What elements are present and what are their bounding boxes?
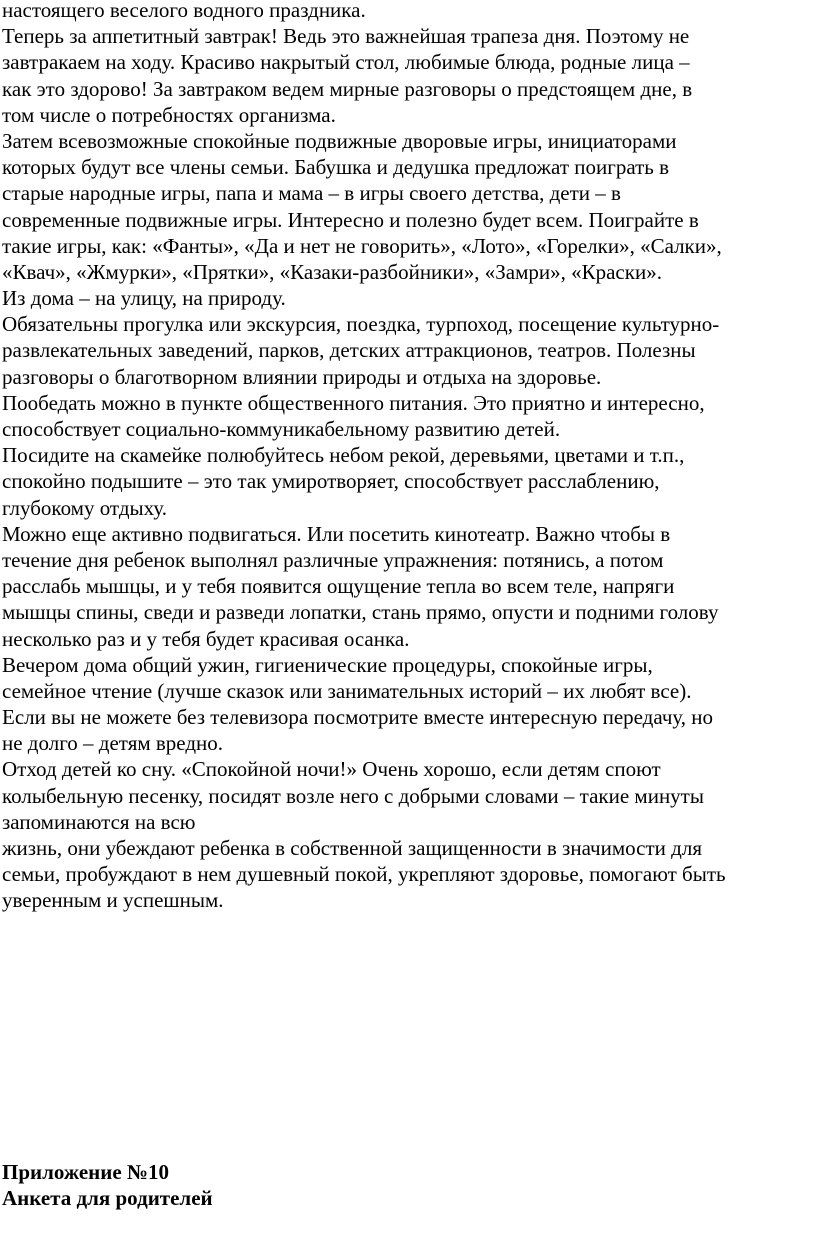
text-line: Можно еще активно подвигаться. Или посетить кинотеатр. Важно чтобы в xyxy=(2,521,671,546)
text-line: мышцы спины, сведи и разведи лопатки, стань прямо, опусти и подними голову xyxy=(2,600,719,625)
text-line: глубокому отдыху. xyxy=(2,495,167,520)
text-line: современные подвижные игры. Интересно и полезно будет всем. Поиграйте в xyxy=(2,207,699,232)
text-line: запоминаются на всю xyxy=(2,809,196,834)
text-line: уверенным и успешным. xyxy=(2,888,224,913)
text-line: течение дня ребенок выполнял различные упражнения: потянись, а потом xyxy=(2,547,664,572)
text-line: завтракаем на ходу. Красиво накрытый стол, любимые блюда, родные лица – xyxy=(2,50,690,75)
text-line: не долго – детям вредно. xyxy=(2,731,224,756)
text-line: Обязательны прогулка или экскурсия, поездка, турпоход, посещение культурно- xyxy=(2,312,720,337)
text-line: как это здорово! За завтраком ведем мирные разговоры о предстоящем дне, в xyxy=(2,76,693,101)
text-line: расслабь мышцы, и у тебя появится ощущение тепла во всем теле, напряги xyxy=(2,574,675,599)
text-line: Посидите на скамейке полюбуйтесь небом рекой, деревьями, цветами и т.п., xyxy=(2,443,685,468)
text-line: Вечером дома общий ужин, гигиенические процедуры, спокойные игры, xyxy=(2,652,653,677)
text-line: спокойно подышите – это так умиротворяет, способствует расслаблению, xyxy=(2,469,660,494)
text-line: колыбельную песенку, посидят возле него с добрыми словами – такие минуты xyxy=(2,783,704,808)
text-line: семейное чтение (лучше сказок или занимательных историй – их любят все). xyxy=(2,678,692,703)
text-line: Затем всевозможные спокойные подвижные дворовые игры, инициаторами xyxy=(2,128,677,153)
text-line: «Квач», «Жмурки», «Прятки», «Казаки-разбойники», «Замри», «Краски». xyxy=(2,259,662,284)
text-line: Пообедать можно в пункте общественного питания. Это приятно и интересно, xyxy=(2,390,705,415)
text-line: несколько раз и у тебя будет красивая осанка. xyxy=(2,626,410,651)
text-line: настоящего веселого водного праздника. xyxy=(2,0,366,22)
appendix-heading xyxy=(2,1159,814,1211)
appendix-number: Приложение №10 xyxy=(2,1160,170,1184)
text-line: Из дома – на улицу, на природу. xyxy=(2,286,286,311)
text-line: семьи, пробуждают в нем душевный покой, укрепляют здоровье, помогают быть xyxy=(2,862,726,887)
text-line: Отход детей ко сну. «Спокойной ночи!» Очень хорошо, если детям споют xyxy=(2,757,661,782)
text-line: Если вы не можете без телевизора посмотрите вместе интересную передачу, но xyxy=(2,705,714,730)
text-line: которых будут все члены семьи. Бабушка и дедушка предложат поиграть в xyxy=(2,155,670,180)
text-line: том числе о потребностях организма. xyxy=(2,102,336,127)
appendix-title: Анкета для родителей xyxy=(2,1186,213,1211)
text-line: старые народные игры, папа и мама – в игры своего детства, дети – в xyxy=(2,181,621,206)
text-line: жизнь, они убеждают ребенка в собственной защищенности в значимости для xyxy=(2,836,702,860)
body-text xyxy=(2,0,814,914)
text-line: развлекательных заведений, парков, детских аттракционов, театров. Полезны xyxy=(2,338,696,363)
text-line: способствует социально-коммуникабельному развитию детей. xyxy=(2,417,561,441)
text-line: такие игры, как: «Фанты», «Да и нет не говорить», «Лото», «Горелки», «Салки», xyxy=(2,233,722,258)
text-line: разговоры о благотворном влиянии природы и отдыха на здоровье. xyxy=(2,364,602,389)
text-line: Теперь за аппетитный завтрак! Ведь это важнейшая трапеза дня. Поэтому не xyxy=(2,24,690,49)
